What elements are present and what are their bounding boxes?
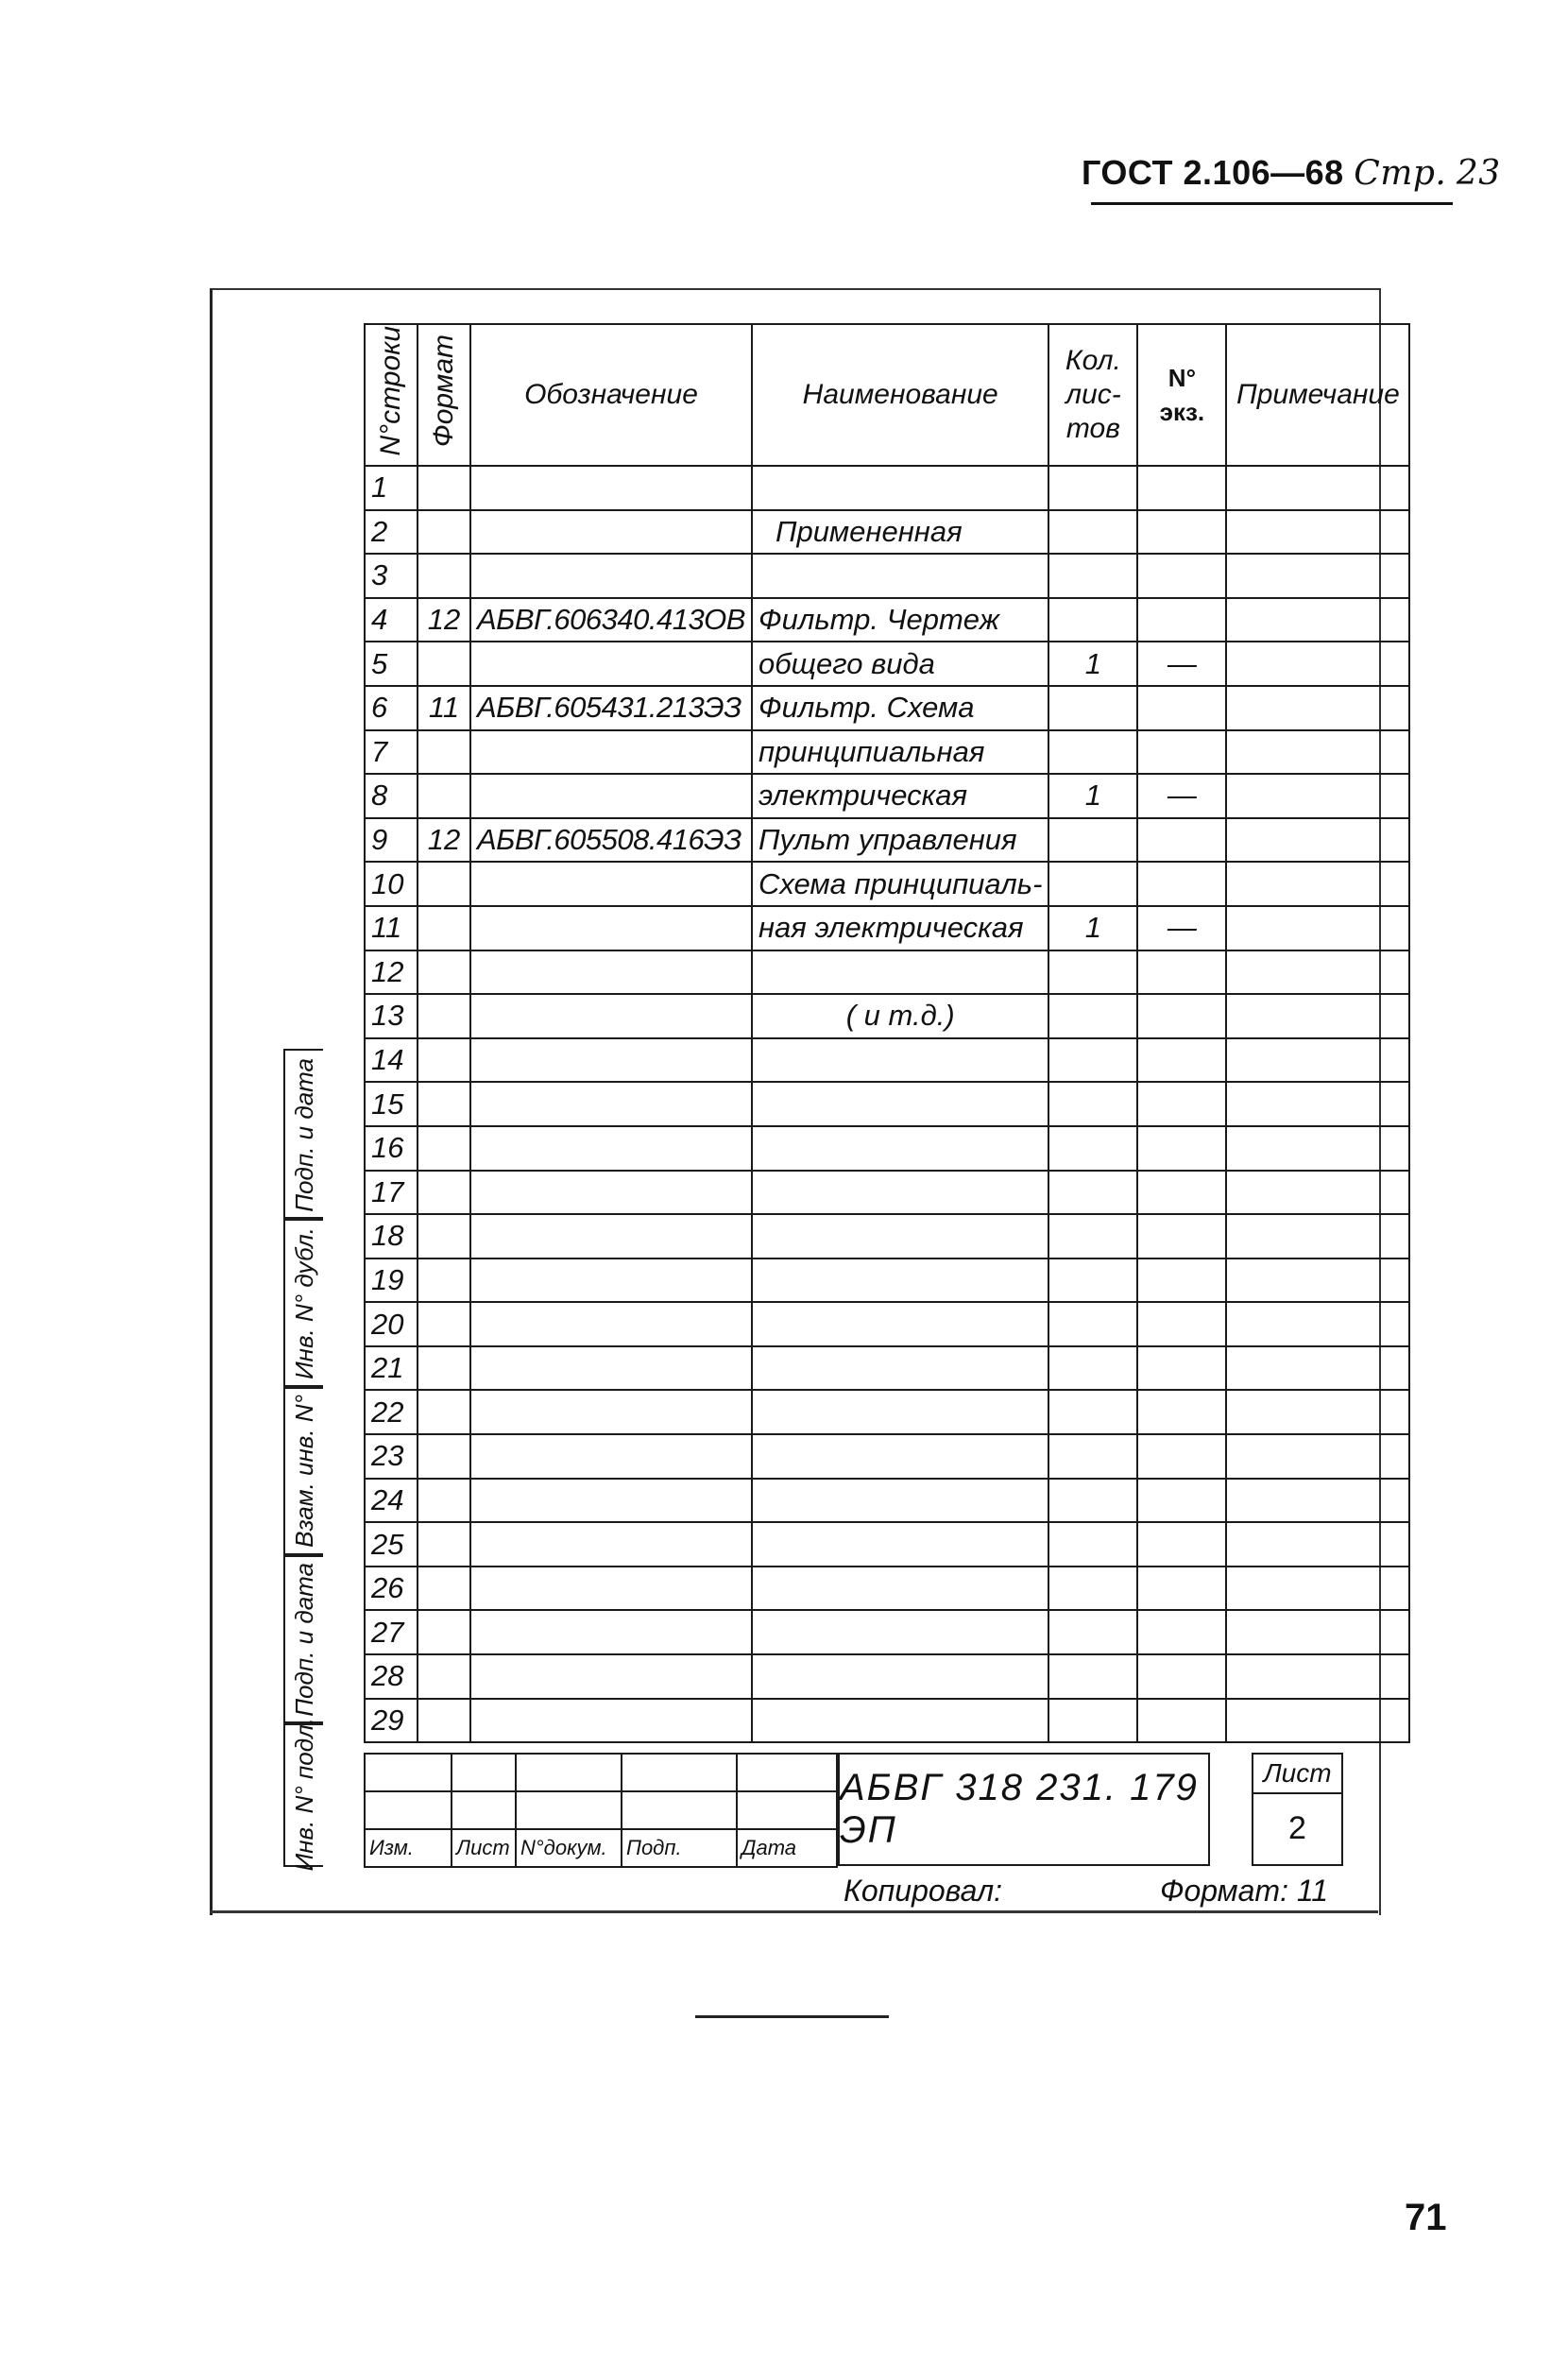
cell-copy-no (1137, 1479, 1226, 1523)
cell-name: общего вида (752, 642, 1048, 686)
revision-label: Лист (452, 1829, 516, 1867)
cell-line-no: 4 (365, 598, 418, 642)
title-block (364, 1753, 1341, 1866)
cell-sheets (1048, 686, 1137, 730)
cell-note (1226, 1038, 1409, 1083)
cell-name (752, 554, 1048, 598)
specification-table (364, 323, 1410, 1743)
stamp-label: Взам. инв. N° (289, 1395, 318, 1548)
cell-designation (470, 1302, 752, 1346)
cell-copy-no (1137, 994, 1226, 1038)
cell-note (1226, 1171, 1409, 1215)
cell-format (418, 466, 470, 510)
cell-format (418, 1390, 470, 1434)
table-row (365, 1522, 1409, 1567)
cell-copy-no (1137, 1038, 1226, 1083)
cell-designation (470, 466, 752, 510)
cell-line-no: 3 (365, 554, 418, 598)
copied-by-label: Копировал: (844, 1874, 1003, 1908)
drawing-frame-bottom (210, 1910, 1378, 1913)
cell-copy-no: — (1137, 906, 1226, 950)
table-row (365, 774, 1409, 818)
left-margin-stamp (283, 1049, 363, 1871)
cell-sheets (1048, 1302, 1137, 1346)
table-row (365, 1434, 1409, 1479)
cell-designation (470, 1171, 752, 1215)
stamp-cell (283, 1553, 323, 1725)
table-row (365, 642, 1409, 686)
cell-copy-no (1137, 1346, 1226, 1391)
cell-copy-no (1137, 1126, 1226, 1171)
cell-line-no: 29 (365, 1699, 418, 1743)
cell-copy-no (1137, 1258, 1226, 1303)
cell-line-no: 25 (365, 1522, 418, 1567)
cell-note (1226, 818, 1409, 863)
table-row (365, 1699, 1409, 1743)
standard-code: ГОСТ 2.106—68 (1082, 153, 1344, 192)
sheet-label: Лист (1253, 1755, 1341, 1794)
cell-sheets (1048, 1038, 1137, 1083)
cell-copy-no (1137, 1522, 1226, 1567)
sheet-box (1252, 1753, 1343, 1866)
cell-copy-no (1137, 1302, 1226, 1346)
table-row (365, 906, 1409, 950)
stamp-label: Инв. N° дубл. (289, 1226, 318, 1379)
cell-line-no: 14 (365, 1038, 418, 1083)
cell-line-no: 19 (365, 1258, 418, 1303)
table-row (365, 686, 1409, 730)
cell-sheets (1048, 1610, 1137, 1654)
header-format: Формат (418, 324, 470, 466)
cell-note (1226, 1082, 1409, 1126)
cell-sheets (1048, 1258, 1137, 1303)
page-number: 71 (1405, 2197, 1447, 2238)
cell-name (752, 1082, 1048, 1126)
cell-note (1226, 686, 1409, 730)
cell-note (1226, 1346, 1409, 1391)
cell-designation (470, 1654, 752, 1699)
cell-line-no: 22 (365, 1390, 418, 1434)
header-sheets: Кол. лис- тов (1048, 324, 1137, 466)
cell-name: ная электрическая (752, 906, 1048, 950)
cell-designation (470, 1434, 752, 1479)
cell-format (418, 1082, 470, 1126)
cell-sheets (1048, 1082, 1137, 1126)
cell-designation (470, 1699, 752, 1743)
cell-name: ( и т.д.) (752, 994, 1048, 1038)
cell-sheets (1048, 1654, 1137, 1699)
cell-sheets (1048, 1479, 1137, 1523)
header-designation: Обозначение (470, 324, 752, 466)
section-divider (695, 2015, 889, 2018)
cell-sheets (1048, 1126, 1137, 1171)
cell-note (1226, 1434, 1409, 1479)
header-page-number: 23 (1456, 154, 1501, 193)
cell-sheets (1048, 466, 1137, 510)
cell-sheets (1048, 1214, 1137, 1258)
cell-sheets (1048, 1522, 1137, 1567)
table-row (365, 554, 1409, 598)
table-header-row (365, 324, 1409, 466)
cell-line-no: 2 (365, 510, 418, 555)
cell-name: Фильтр. Схема (752, 686, 1048, 730)
cell-sheets (1048, 994, 1137, 1038)
cell-note (1226, 1567, 1409, 1611)
format-label: Формат: 11 (1160, 1874, 1329, 1908)
cell-sheets (1048, 1346, 1137, 1391)
table-row (365, 598, 1409, 642)
cell-designation (470, 510, 752, 555)
stamp-label: Подп. и дата (289, 1562, 318, 1717)
table-row (365, 818, 1409, 863)
table-row (365, 862, 1409, 906)
cell-line-no: 18 (365, 1214, 418, 1258)
cell-designation (470, 554, 752, 598)
cell-note (1226, 1126, 1409, 1171)
cell-name (752, 1171, 1048, 1215)
cell-name: электрическая (752, 774, 1048, 818)
cell-name: Пульт управления (752, 818, 1048, 863)
revision-label: N°докум. (516, 1829, 622, 1867)
cell-name (752, 1434, 1048, 1479)
cell-copy-no (1137, 862, 1226, 906)
cell-line-no: 20 (365, 1302, 418, 1346)
cell-line-no: 15 (365, 1082, 418, 1126)
cell-line-no: 17 (365, 1171, 418, 1215)
table-row (365, 1346, 1409, 1391)
cell-designation: АБВГ.605508.416ЭЗ (470, 818, 752, 863)
cell-sheets (1048, 862, 1137, 906)
cell-format (418, 774, 470, 818)
cell-format: 12 (418, 818, 470, 863)
cell-copy-no (1137, 554, 1226, 598)
cell-note (1226, 1258, 1409, 1303)
cell-name (752, 1699, 1048, 1743)
cell-sheets: 1 (1048, 906, 1137, 950)
cell-sheets (1048, 1434, 1137, 1479)
cell-format (418, 906, 470, 950)
cell-format (418, 994, 470, 1038)
cell-line-no: 10 (365, 862, 418, 906)
cell-sheets (1048, 510, 1137, 555)
cell-line-no: 23 (365, 1434, 418, 1479)
cell-line-no: 6 (365, 686, 418, 730)
table-row (365, 730, 1409, 775)
table-row (365, 1567, 1409, 1611)
cell-copy-no (1137, 510, 1226, 555)
cell-name: Фильтр. Чертеж (752, 598, 1048, 642)
cell-copy-no (1137, 1214, 1226, 1258)
table-row (365, 994, 1409, 1038)
cell-sheets (1048, 1699, 1137, 1743)
stamp-cell (283, 1217, 323, 1389)
cell-format (418, 1479, 470, 1523)
stamp-cell (283, 1049, 323, 1221)
cell-copy-no (1137, 686, 1226, 730)
cell-line-no: 24 (365, 1479, 418, 1523)
cell-format (418, 1214, 470, 1258)
cell-name (752, 1567, 1048, 1611)
cell-name: Примененная (752, 510, 1048, 555)
cell-format (418, 1038, 470, 1083)
cell-format (418, 1302, 470, 1346)
cell-sheets (1048, 950, 1137, 995)
cell-copy-no (1137, 1610, 1226, 1654)
cell-designation (470, 906, 752, 950)
cell-format (418, 730, 470, 775)
stamp-cell (283, 1385, 323, 1557)
cell-sheets (1048, 1171, 1137, 1215)
revision-labels (365, 1829, 837, 1867)
table-row (365, 1654, 1409, 1699)
cell-note (1226, 642, 1409, 686)
cell-note (1226, 1610, 1409, 1654)
cell-line-no: 1 (365, 466, 418, 510)
header-underline (1091, 202, 1453, 205)
cell-format (418, 1699, 470, 1743)
cell-copy-no: — (1137, 774, 1226, 818)
cell-name: Схема принципиаль- (752, 862, 1048, 906)
cell-copy-no (1137, 1434, 1226, 1479)
cell-format (418, 950, 470, 995)
cell-note (1226, 1479, 1409, 1523)
cell-name (752, 1522, 1048, 1567)
revision-label: Дата (737, 1829, 837, 1867)
cell-format (418, 862, 470, 906)
cell-line-no: 12 (365, 950, 418, 995)
cell-copy-no (1137, 1654, 1226, 1699)
cell-sheets: 1 (1048, 642, 1137, 686)
cell-line-no: 9 (365, 818, 418, 863)
cell-sheets (1048, 818, 1137, 863)
cell-designation (470, 862, 752, 906)
cell-line-no: 27 (365, 1610, 418, 1654)
cell-name (752, 1610, 1048, 1654)
cell-designation (470, 1038, 752, 1083)
cell-name (752, 1038, 1048, 1083)
cell-line-no: 21 (365, 1346, 418, 1391)
cell-format (418, 1434, 470, 1479)
cell-copy-no (1137, 730, 1226, 775)
header-line-no: N°строки (365, 324, 418, 466)
table-row (365, 1258, 1409, 1303)
table-body (365, 466, 1409, 1742)
cell-format (418, 510, 470, 555)
cell-note (1226, 730, 1409, 775)
cell-copy-no (1137, 1699, 1226, 1743)
cell-note (1226, 1390, 1409, 1434)
header-name: Наименование (752, 324, 1048, 466)
cell-designation (470, 994, 752, 1038)
cell-copy-no (1137, 818, 1226, 863)
revision-label: Подп. (622, 1829, 737, 1867)
stamp-cell (283, 1717, 323, 1872)
cell-designation (470, 1258, 752, 1303)
cell-note (1226, 510, 1409, 555)
cell-designation (470, 950, 752, 995)
cell-format: 11 (418, 686, 470, 730)
table-row (365, 1038, 1409, 1083)
cell-sheets (1048, 730, 1137, 775)
cell-note (1226, 862, 1409, 906)
cell-note (1226, 994, 1409, 1038)
header-copy-no: N° экз. (1137, 324, 1226, 466)
cell-line-no: 5 (365, 642, 418, 686)
cell-format (418, 1522, 470, 1567)
cell-note (1226, 774, 1409, 818)
cell-format (418, 1610, 470, 1654)
cell-note (1226, 1699, 1409, 1743)
cell-name (752, 1126, 1048, 1171)
cell-name (752, 1214, 1048, 1258)
cell-name (752, 1479, 1048, 1523)
cell-sheets (1048, 1567, 1137, 1611)
document-header (1082, 153, 1501, 193)
page-label: Стр. (1354, 154, 1447, 193)
cell-designation (470, 1390, 752, 1434)
cell-note (1226, 598, 1409, 642)
cell-line-no: 28 (365, 1654, 418, 1699)
cell-name (752, 1258, 1048, 1303)
header-note: Примечание (1226, 324, 1409, 466)
document-designation: АБВГ 318 231. 179 ЭП (838, 1753, 1210, 1866)
cell-name (752, 466, 1048, 510)
cell-line-no: 11 (365, 906, 418, 950)
cell-copy-no (1137, 598, 1226, 642)
cell-copy-no (1137, 466, 1226, 510)
cell-sheets (1048, 1390, 1137, 1434)
cell-designation (470, 1082, 752, 1126)
cell-note (1226, 906, 1409, 950)
table-row (365, 1610, 1409, 1654)
revision-label: Изм. (365, 1829, 452, 1867)
cell-line-no: 16 (365, 1126, 418, 1171)
cell-name: принципиальная (752, 730, 1048, 775)
cell-designation (470, 1567, 752, 1611)
table-row (365, 950, 1409, 995)
cell-sheets (1048, 598, 1137, 642)
cell-designation: АБВГ.606340.413ОВ (470, 598, 752, 642)
cell-format (418, 1126, 470, 1171)
cell-name (752, 1346, 1048, 1391)
cell-designation (470, 730, 752, 775)
cell-format (418, 642, 470, 686)
stamp-label: Подп. и дата (289, 1057, 318, 1212)
cell-note (1226, 1654, 1409, 1699)
cell-sheets (1048, 554, 1137, 598)
cell-designation (470, 642, 752, 686)
cell-format (418, 1346, 470, 1391)
table-row (365, 1126, 1409, 1171)
cell-note (1226, 1302, 1409, 1346)
cell-copy-no: — (1137, 642, 1226, 686)
stamp-label: Инв. N° подл. (289, 1717, 318, 1872)
cell-format: 12 (418, 598, 470, 642)
cell-copy-no (1137, 1390, 1226, 1434)
cell-designation (470, 1126, 752, 1171)
table-row (365, 1390, 1409, 1434)
cell-designation (470, 1214, 752, 1258)
cell-copy-no (1137, 1567, 1226, 1611)
table-row (365, 466, 1409, 510)
cell-line-no: 7 (365, 730, 418, 775)
table-row (365, 1171, 1409, 1215)
cell-format (418, 554, 470, 598)
table-row (365, 510, 1409, 555)
cell-name (752, 1390, 1048, 1434)
cell-note (1226, 1522, 1409, 1567)
cell-designation (470, 1522, 752, 1567)
cell-copy-no (1137, 1171, 1226, 1215)
cell-name (752, 1654, 1048, 1699)
cell-format (418, 1567, 470, 1611)
cell-format (418, 1654, 470, 1699)
revision-grid (364, 1753, 838, 1868)
cell-note (1226, 1214, 1409, 1258)
table-row (365, 1214, 1409, 1258)
cell-line-no: 13 (365, 994, 418, 1038)
cell-designation (470, 1479, 752, 1523)
cell-designation (470, 1346, 752, 1391)
cell-name (752, 1302, 1048, 1346)
cell-sheets: 1 (1048, 774, 1137, 818)
table-row (365, 1479, 1409, 1523)
cell-format (418, 1171, 470, 1215)
cell-name (752, 950, 1048, 995)
sheet-value: 2 (1288, 1810, 1306, 1846)
cell-line-no: 8 (365, 774, 418, 818)
cell-designation: АБВГ.605431.213ЭЗ (470, 686, 752, 730)
cell-designation (470, 774, 752, 818)
cell-format (418, 1258, 470, 1303)
table-row (365, 1302, 1409, 1346)
table-row (365, 1082, 1409, 1126)
cell-note (1226, 950, 1409, 995)
cell-line-no: 26 (365, 1567, 418, 1611)
cell-note (1226, 466, 1409, 510)
cell-copy-no (1137, 950, 1226, 995)
cell-designation (470, 1610, 752, 1654)
cell-note (1226, 554, 1409, 598)
cell-copy-no (1137, 1082, 1226, 1126)
